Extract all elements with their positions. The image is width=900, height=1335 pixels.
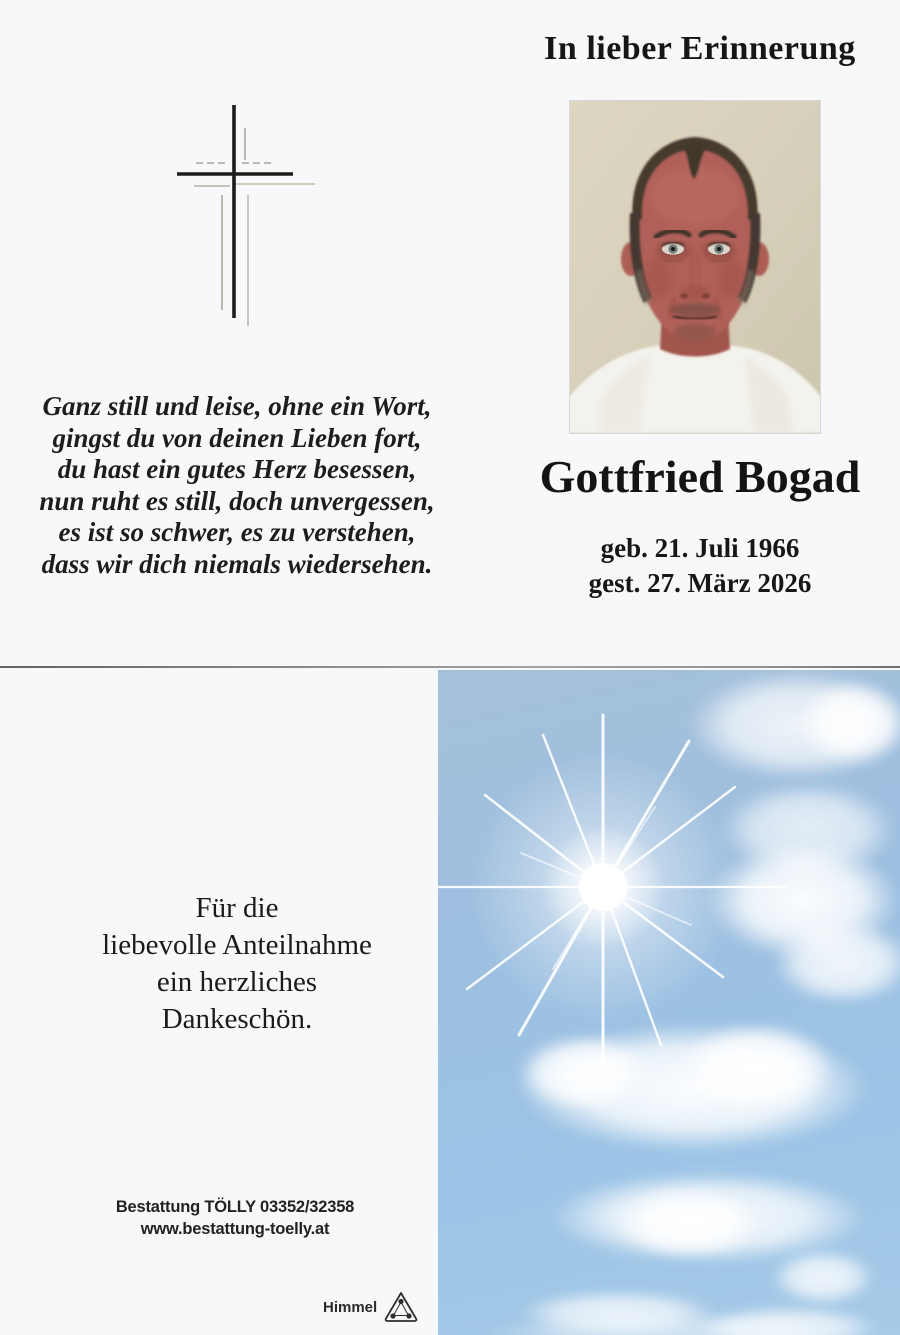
thanks-line: Für die [195,892,279,924]
cloud [653,1005,863,1130]
funeral-home-info [25,1196,445,1240]
memorial-poem [25,391,449,580]
printer-credit [323,1290,419,1324]
funeral-home-name: Bestattung TÖLLY 03352/32358 [115,1198,355,1216]
death-date: gest. 27. März 2026 [588,568,812,598]
fold-line [0,666,900,668]
birth-date: geb. 21. Juli 1966 [600,533,800,563]
portrait-illustration [570,101,820,433]
thanks-line: Dankeschön. [161,1003,313,1035]
page-title: In lieber Erinnerung [544,30,856,67]
thanks-line: liebevolle Anteilnahme [102,929,372,961]
cloud [588,1175,788,1270]
funeral-home-website: www.bestattung-toelly.at [140,1220,330,1238]
printer-name: Himmel [323,1298,378,1316]
life-dates [495,531,900,601]
thanks-line: ein herzliches [156,966,318,998]
poem-line: Ganz still und leise, ohne ein Wort, [42,391,432,421]
cross-icon [130,80,340,330]
thanks-text [27,890,447,1038]
sky-photo [438,670,900,1335]
poem-line: gingst du von deinen Lieben fort, [52,422,422,453]
poem-line: es ist so schwer, es zu verstehen, [58,517,416,547]
poem-line: dass wir dich niemals wiedersehen. [41,548,433,579]
deceased-name: Gottfried Bogad [539,451,861,502]
triangle-printer-logo-icon [383,1290,419,1324]
poem-line: du hast ein gutes Herz besessen, [57,454,417,484]
poem-line: nun ruht es still, doch unvergessen, [39,485,435,516]
portrait-photo [570,101,820,433]
cloud [493,1020,673,1125]
